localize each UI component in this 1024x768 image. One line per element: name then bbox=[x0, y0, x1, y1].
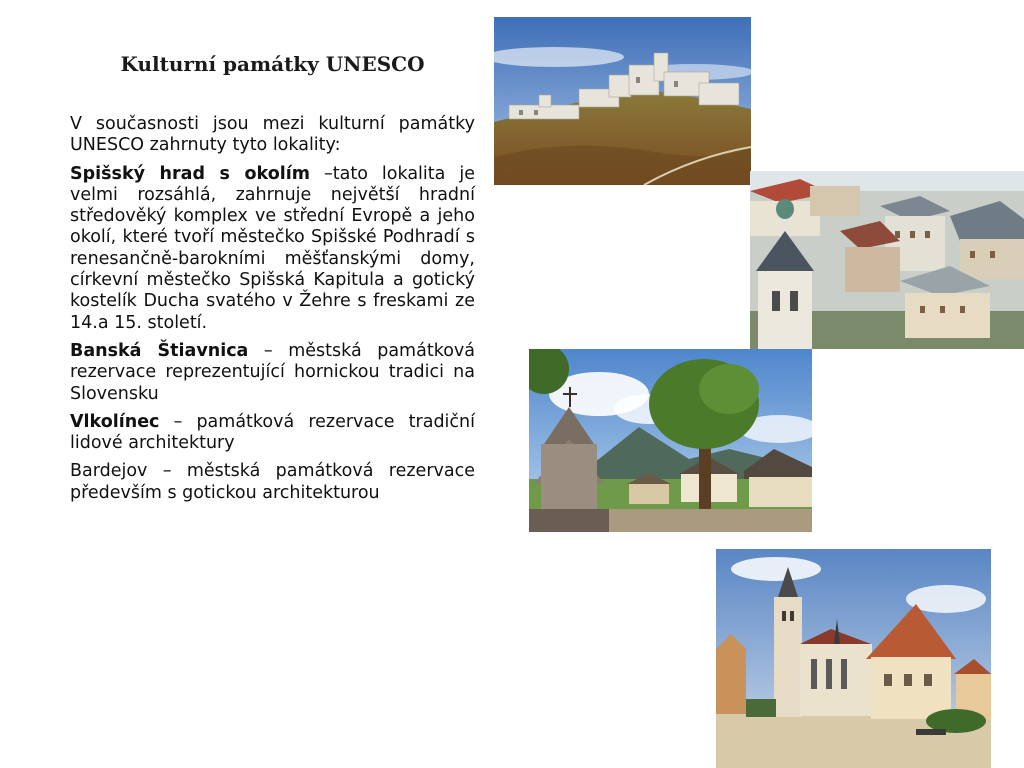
item-vlkolinec bbox=[70, 412, 475, 455]
bardejov-photo bbox=[716, 549, 991, 768]
item-name: Banská Štiavnica bbox=[70, 340, 249, 361]
item-bardejov: Bardejov – městská památková rezervace především s gotickou architekturou bbox=[70, 461, 475, 503]
slide-title: Kulturní památky UNESCO bbox=[120, 52, 425, 76]
banska-stiavnica-photo bbox=[750, 171, 1024, 349]
item-name: Spišský hrad s okolím bbox=[70, 163, 310, 184]
slide-body-text bbox=[70, 114, 475, 511]
spis-castle-photo bbox=[494, 17, 751, 185]
item-name: Vlkolínec bbox=[70, 411, 160, 432]
item-spis-castle bbox=[70, 164, 475, 334]
vlkolinec-photo bbox=[529, 349, 812, 532]
item-description: – městská památková rezervace reprezentující hornickou tradici na Slovensku bbox=[70, 340, 475, 404]
intro-paragraph: V současnosti jsou mezi kulturní památky UNESCO zahrnuty tyto lokality: bbox=[70, 114, 475, 156]
item-banska-stiavnica bbox=[70, 341, 475, 405]
item-description: – památková rezervace tradiční lidové architektury bbox=[70, 411, 475, 454]
item-description: –tato lokalita je velmi rozsáhlá, zahrnuje největší hradní středověký komplex ve střední Evropě a jeho okolí, které tvoří městečko Spišské Podhradí s renesančně-barokními měšťanskými domy, církevní městečko Spišská Kapitula a gotický kostelík Ducha svatého v Žehre s freskami ze 14.a 15. století. bbox=[70, 163, 476, 333]
